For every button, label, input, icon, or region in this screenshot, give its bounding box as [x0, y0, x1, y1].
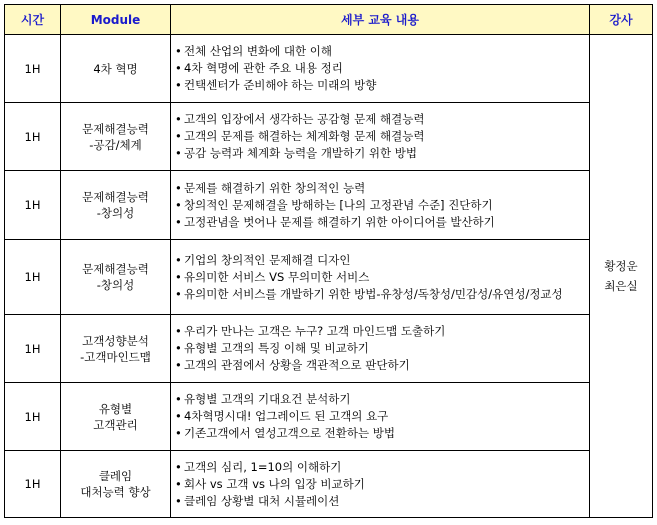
instructor-name: 최은실 [604, 279, 638, 293]
module-cell [61, 103, 171, 171]
table-row [5, 315, 653, 383]
time-cell: 1H [5, 35, 61, 103]
content-list [175, 180, 589, 231]
list-item: • 고객의 입장에서 생각하는 공감형 문제 해결능력 [175, 111, 589, 128]
module-line: 문제해결능력 [82, 121, 149, 136]
content-cell [171, 451, 590, 518]
module-line: -고객마인드맵 [80, 349, 151, 364]
list-item: • 기존고객에서 열성고객으로 전환하는 방법 [175, 425, 589, 442]
list-item: • 우리가 만나는 고객은 누구? 고객 마인드맵 도출하기 [175, 323, 589, 340]
list-item: • 고정관념을 벗어나 문제를 해결하기 위한 아이디어를 발산하기 [175, 214, 589, 231]
time-cell: 1H [5, 315, 61, 383]
header-instructor: 강사 [590, 5, 653, 35]
list-item: • 고객의 관점에서 상황을 객관적으로 판단하기 [175, 357, 589, 374]
table-row [5, 103, 653, 171]
time-cell: 1H [5, 383, 61, 451]
table-row [5, 171, 653, 240]
list-item: • 고객의 심리, 1=10의 이해하기 [175, 459, 589, 476]
content-list [175, 252, 589, 303]
list-item: • 문제를 해결하기 위한 창의적인 능력 [175, 180, 589, 197]
list-item: • 창의적인 문제해결을 방해하는 [나의 고정관념 수준] 진단하기 [175, 197, 589, 214]
table-row [5, 35, 653, 103]
time-cell: 1H [5, 103, 61, 171]
content-list [175, 459, 589, 510]
module-cell [61, 35, 171, 103]
module-cell [61, 171, 171, 240]
content-list [175, 111, 589, 162]
header-module: Module [61, 5, 171, 35]
list-item: • 클레임 상황별 대처 시뮬레이션 [175, 493, 589, 510]
module-line: 4차 혁명 [93, 61, 138, 76]
list-item: • 공감 능력과 체계화 능력을 개발하기 위한 방법 [175, 145, 589, 162]
list-item: • 유의미한 서비스 VS 무의미한 서비스 [175, 269, 589, 286]
time-cell: 1H [5, 171, 61, 240]
list-item: • 기업의 창의적인 문제해결 디자인 [175, 252, 589, 269]
header-row [5, 5, 653, 35]
content-list [175, 391, 589, 442]
module-cell [61, 451, 171, 518]
list-item: • 유의미한 서비스를 개발하기 위한 방법-유창성/독창성/민감성/유연성/정교성 [175, 286, 589, 303]
module-cell [61, 383, 171, 451]
list-item: • 4차 혁명에 관한 주요 내용 정리 [175, 60, 589, 77]
list-item: • 컨택센터가 준비해야 하는 미래의 방향 [175, 77, 589, 94]
content-cell [171, 383, 590, 451]
module-cell [61, 240, 171, 315]
module-line: 대처능력 향상 [80, 485, 151, 499]
module-line: 고객성향분석 [82, 333, 149, 348]
list-item: • 4차혁명시대! 업그레이드 된 고객의 요구 [175, 408, 589, 425]
list-item: • 전체 산업의 변화에 대한 이해 [175, 43, 589, 60]
time-cell: 1H [5, 240, 61, 315]
time-cell: 1H [5, 451, 61, 518]
module-line: -창의성 [96, 206, 135, 220]
list-item: • 유형별 고객의 특징 이해 및 비교하기 [175, 340, 589, 357]
list-item: • 회사 vs 고객 vs 나의 입장 비교하기 [175, 476, 589, 493]
content-list [175, 323, 589, 374]
table-row [5, 383, 653, 451]
content-cell [171, 315, 590, 383]
instructor-cell [590, 35, 653, 518]
module-line: 문제해결능력 [82, 190, 149, 204]
content-cell [171, 35, 590, 103]
header-content: 세부 교육 내용 [171, 5, 590, 35]
table-row [5, 240, 653, 315]
header-time: 시간 [5, 5, 61, 35]
curriculum-table [4, 4, 653, 518]
module-line: 유형별 [98, 401, 133, 416]
content-cell [171, 103, 590, 171]
table-row [5, 451, 653, 518]
module-line: 클레임 [98, 469, 133, 483]
list-item: • 유형별 고객의 기대요건 분석하기 [175, 391, 589, 408]
module-line: 문제해결능력 [82, 262, 149, 276]
module-line: -창의성 [96, 278, 135, 292]
module-line: -공감/체계 [89, 137, 142, 152]
module-line: 고객관리 [93, 417, 138, 432]
content-cell [171, 240, 590, 315]
content-cell [171, 171, 590, 240]
list-item: • 고객의 문제를 해결하는 체계화형 문제 해결능력 [175, 128, 589, 145]
content-list [175, 43, 589, 94]
instructor-name: 황정운 [604, 259, 638, 273]
module-cell [61, 315, 171, 383]
